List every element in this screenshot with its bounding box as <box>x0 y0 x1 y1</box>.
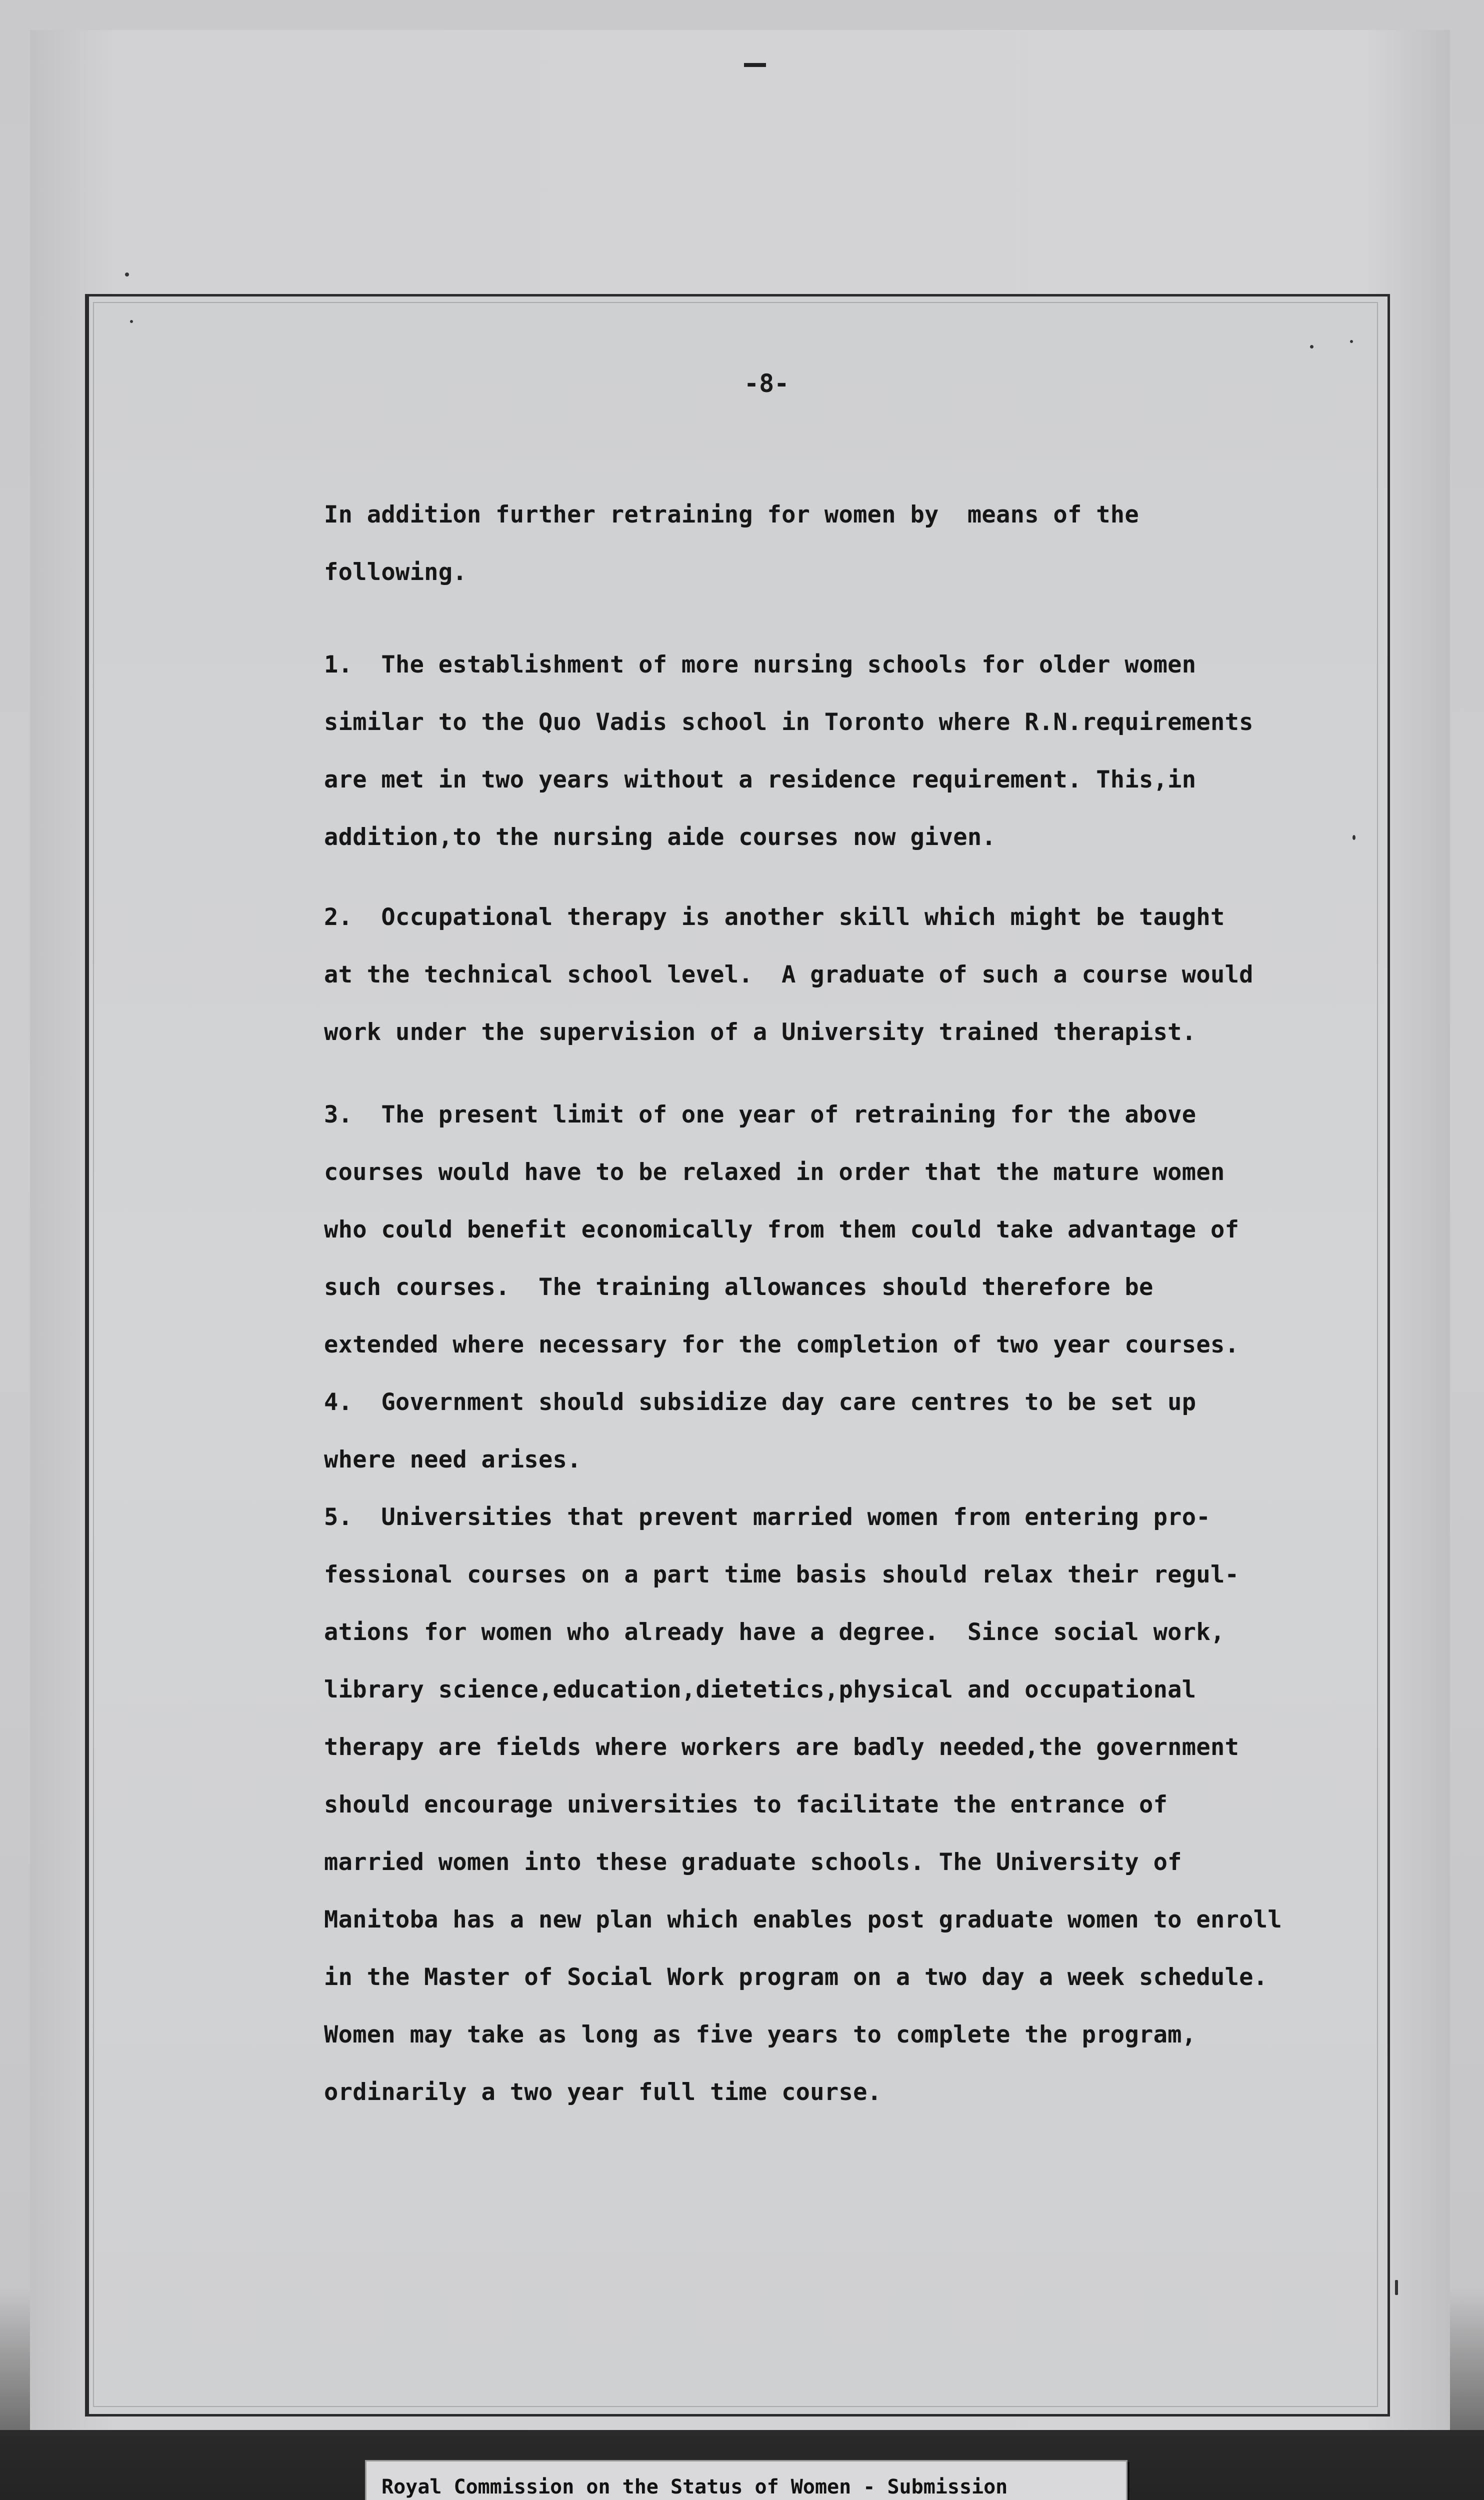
text-line: 2. Occupational therapy is another skill which might be taught <box>324 904 1225 931</box>
scan-speck <box>1352 835 1356 840</box>
text-line: fessional courses on a part time basis should relax their regul- <box>324 1561 1240 1588</box>
text-line: 4. Government should subsidize day care centres to be set up <box>324 1388 1196 1416</box>
text-line: are met in two years without a residence requirement. This,in <box>324 766 1196 794</box>
text-line: should encourage universities to facilitate the entrance of <box>324 1791 1168 1818</box>
scan-speck <box>1350 340 1353 343</box>
text-line: Manitoba has a new plan which enables post graduate women to enroll <box>324 1906 1282 1934</box>
text-line: in the Master of Social Work program on a two day a week schedule. <box>324 1964 1268 1991</box>
text-line: who could benefit economically from them could take advantage of <box>324 1216 1240 1244</box>
archive-label <box>365 2460 1128 2500</box>
text-line: such courses. The training allowances should therefore be <box>324 1274 1154 1301</box>
text-line: In addition further retraining for women by means of the <box>324 501 1139 528</box>
text-line: 5. Universities that prevent married women from entering pro- <box>324 1504 1210 1531</box>
text-line: ordinarily a two year full time course. <box>324 2078 882 2106</box>
text-line: 1. The establishment of more nursing schools for older women <box>324 651 1196 678</box>
text-line: ations for women who already have a degree. Since social work, <box>324 1618 1225 1646</box>
text-line: Women may take as long as five years to complete the program, <box>324 2021 1196 2048</box>
text-line: similar to the Quo Vadis school in Toronto where R.N.requirements <box>324 708 1254 736</box>
text-line: married women into these graduate schools. The University of <box>324 1848 1182 1876</box>
text-line: at the technical school level. A graduate of such a course would <box>324 961 1254 988</box>
scan-speck <box>1395 2280 1398 2295</box>
text-line: courses would have to be relaxed in order that the mature women <box>324 1158 1225 1186</box>
text-line: 3. The present limit of one year of retraining for the above <box>324 1101 1196 1128</box>
page-number: -8- <box>744 369 790 398</box>
scan-speck <box>125 272 129 276</box>
text-line: therapy are fields where workers are badly needed,the government <box>324 1734 1240 1761</box>
text-line: work under the supervision of a University trained therapist. <box>324 1018 1196 1046</box>
text-line: extended where necessary for the completion of two year courses. <box>324 1331 1240 1358</box>
text-line: following. <box>324 558 467 586</box>
scan-speck <box>1310 345 1314 348</box>
body-text <box>324 500 1364 2106</box>
top-mark <box>744 63 766 67</box>
text-line: library science,education,dietetics,physical and occupational <box>324 1676 1196 1704</box>
scan-speck <box>130 320 133 323</box>
archive-label-title: Royal Commission on the Status of Women - Submission <box>382 2476 1008 2498</box>
text-line: where need arises. <box>324 1446 582 1474</box>
text-line: addition,to the nursing aide courses now given. <box>324 824 996 851</box>
